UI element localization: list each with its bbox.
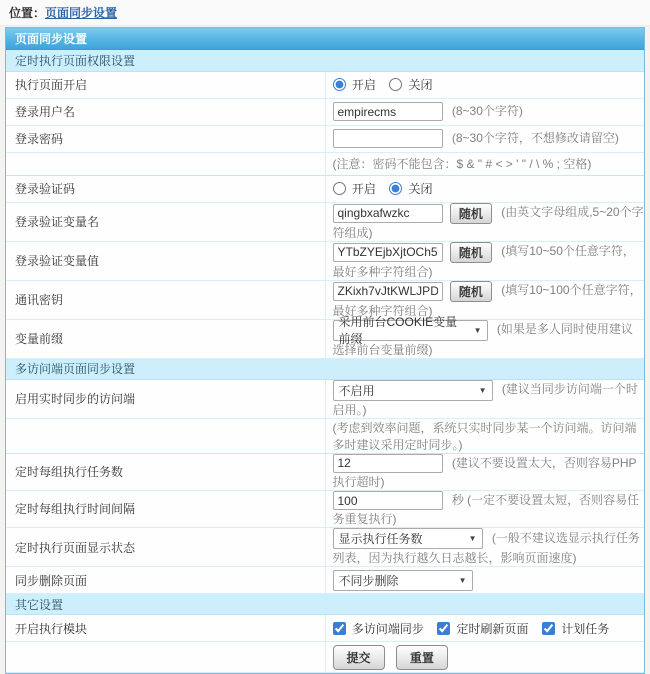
checkbox-label: 多访问端同步	[351, 621, 424, 636]
field-label: 登录用户名	[6, 98, 325, 125]
selected-option: 不同步删除	[338, 573, 399, 588]
field-label: 开启执行模块	[6, 615, 325, 642]
module-refresh-checkbox[interactable]	[437, 622, 450, 635]
field-label: 定时每组执行时间间隔	[6, 490, 325, 527]
captcha-var-value-input[interactable]	[333, 243, 443, 262]
chevron-down-icon: ▼	[478, 385, 487, 395]
exec-open-on-radio[interactable]	[333, 78, 346, 91]
module-multi-client-option[interactable]	[333, 622, 428, 636]
row-login-user	[6, 98, 644, 125]
row-exec-open	[6, 71, 644, 98]
chevron-down-icon: ▼	[458, 575, 467, 585]
section-header-permissions	[6, 50, 644, 71]
row-task-interval	[6, 490, 644, 527]
row-sync-delete	[6, 567, 644, 594]
captcha-on-radio[interactable]	[333, 182, 346, 195]
radio-label: 开启	[351, 78, 376, 92]
realtime-client-select[interactable]	[333, 380, 493, 401]
exec-open-off-radio[interactable]	[389, 78, 402, 91]
section-title: 多访问端页面同步设置	[6, 358, 644, 379]
field-label: 启用实时同步的访问端	[6, 379, 325, 418]
radio-label: 关闭	[408, 78, 433, 92]
field-hint: (8~30个字符)	[451, 103, 523, 118]
module-cron-option[interactable]	[542, 622, 609, 636]
task-count-input[interactable]	[333, 454, 443, 473]
row-realtime-client	[6, 379, 644, 418]
field-hint: (8~30个字符，不想修改请留空)	[451, 130, 619, 145]
field-label: 登录验证变量名	[6, 202, 325, 241]
field-hint: (填写10~100个任意字符，最好多种字符组合)	[332, 283, 642, 318]
field-label: 登录验证变量值	[6, 241, 325, 280]
display-status-select[interactable]	[333, 528, 483, 549]
field-hint: (建议不要设置太大，否则容易PHP执行超时)	[332, 455, 637, 489]
row-realtime-note	[6, 418, 644, 453]
section-title: 其它设置	[6, 594, 644, 615]
task-interval-input[interactable]	[333, 491, 443, 510]
field-label-empty	[6, 642, 325, 673]
sync-delete-select[interactable]	[333, 570, 473, 591]
selected-option: 采用前台COOKIE变量前缀	[338, 315, 458, 346]
captcha-off-option[interactable]	[389, 182, 432, 196]
field-label: 变量前缀	[6, 319, 325, 358]
field-hint: (建议当同步访问端一个时启用。)	[332, 382, 638, 417]
checkbox-label: 计划任务	[561, 621, 610, 636]
row-captcha-var-value	[6, 241, 644, 280]
password-note: (注意：密码不能包含：$ & " # < > ' " / \ % ; 空格)	[332, 157, 592, 171]
radio-label: 开启	[351, 182, 376, 196]
field-hint: (如果是多人同时使用建议选择前台变量前缀)	[332, 322, 633, 357]
chevron-down-icon: ▼	[473, 325, 482, 335]
panel-title: 页面同步设置	[6, 28, 644, 50]
settings-panel	[5, 27, 645, 674]
settings-table	[6, 50, 644, 673]
field-label-empty	[6, 418, 325, 453]
field-label: 定时每组执行任务数	[6, 453, 325, 490]
field-label: 登录密码	[6, 125, 325, 152]
module-cron-checkbox[interactable]	[542, 622, 555, 635]
field-hint: (由英文字母组成,5~20个字符组成)	[332, 205, 644, 240]
random-button[interactable]: 随机	[450, 203, 492, 224]
breadcrumb	[0, 0, 650, 26]
field-label: 同步删除页面	[6, 567, 325, 594]
login-user-input[interactable]	[333, 102, 443, 121]
selected-option: 不启用	[338, 383, 375, 398]
captcha-var-name-input[interactable]	[333, 204, 443, 223]
var-prefix-select[interactable]	[333, 315, 488, 346]
submit-button[interactable]: 提交	[333, 645, 385, 670]
section-header-multi-client	[6, 358, 644, 379]
field-label-empty	[6, 152, 325, 175]
field-label: 定时执行页面显示状态	[6, 528, 325, 567]
captcha-off-radio[interactable]	[389, 182, 402, 195]
reset-button[interactable]: 重置	[396, 645, 448, 670]
radio-label: 关闭	[408, 182, 433, 196]
row-login-pass	[6, 125, 644, 152]
row-comm-key	[6, 280, 644, 319]
breadcrumb-label: 位置：	[9, 6, 46, 20]
field-hint: (一般不建议选显示执行任务列表，因为执行越久日志越长，影响页面速度)	[332, 530, 640, 566]
field-hint: 秒 (一定不要设置太短，否则容易任务重复执行)	[332, 492, 640, 527]
realtime-note: (考虑到效率问题，系统只实时同步某一个访问端。访问端多时建议采用定时同步。)	[332, 420, 637, 452]
random-button[interactable]: 随机	[450, 242, 492, 263]
field-label: 执行页面开启	[6, 71, 325, 98]
breadcrumb-current-link[interactable]: 页面同步设置	[45, 6, 118, 20]
row-exec-modules	[6, 615, 644, 642]
exec-open-off-option[interactable]	[389, 78, 432, 92]
field-label: 通讯密钥	[6, 280, 325, 319]
row-actions	[6, 642, 644, 673]
row-task-count	[6, 453, 644, 490]
section-header-other	[6, 594, 644, 615]
row-var-prefix	[6, 319, 644, 358]
chevron-down-icon: ▼	[468, 534, 477, 544]
field-hint: (填写10~50个任意字符，最好多种字符组合)	[332, 244, 635, 279]
module-multi-client-checkbox[interactable]	[333, 622, 346, 635]
captcha-on-option[interactable]	[333, 182, 380, 196]
comm-key-input[interactable]	[333, 282, 443, 301]
row-captcha-var-name	[6, 202, 644, 241]
module-refresh-option[interactable]	[437, 622, 532, 636]
selected-option: 显示执行任务数	[338, 532, 423, 547]
row-login-captcha	[6, 175, 644, 202]
section-title: 定时执行页面权限设置	[6, 50, 644, 71]
login-pass-input[interactable]	[333, 129, 443, 148]
checkbox-label: 定时刷新页面	[456, 621, 529, 636]
field-label: 登录验证码	[6, 175, 325, 202]
exec-open-on-option[interactable]	[333, 78, 380, 92]
row-pass-note	[6, 152, 644, 175]
row-display-status	[6, 528, 644, 567]
random-button[interactable]: 随机	[450, 281, 492, 302]
